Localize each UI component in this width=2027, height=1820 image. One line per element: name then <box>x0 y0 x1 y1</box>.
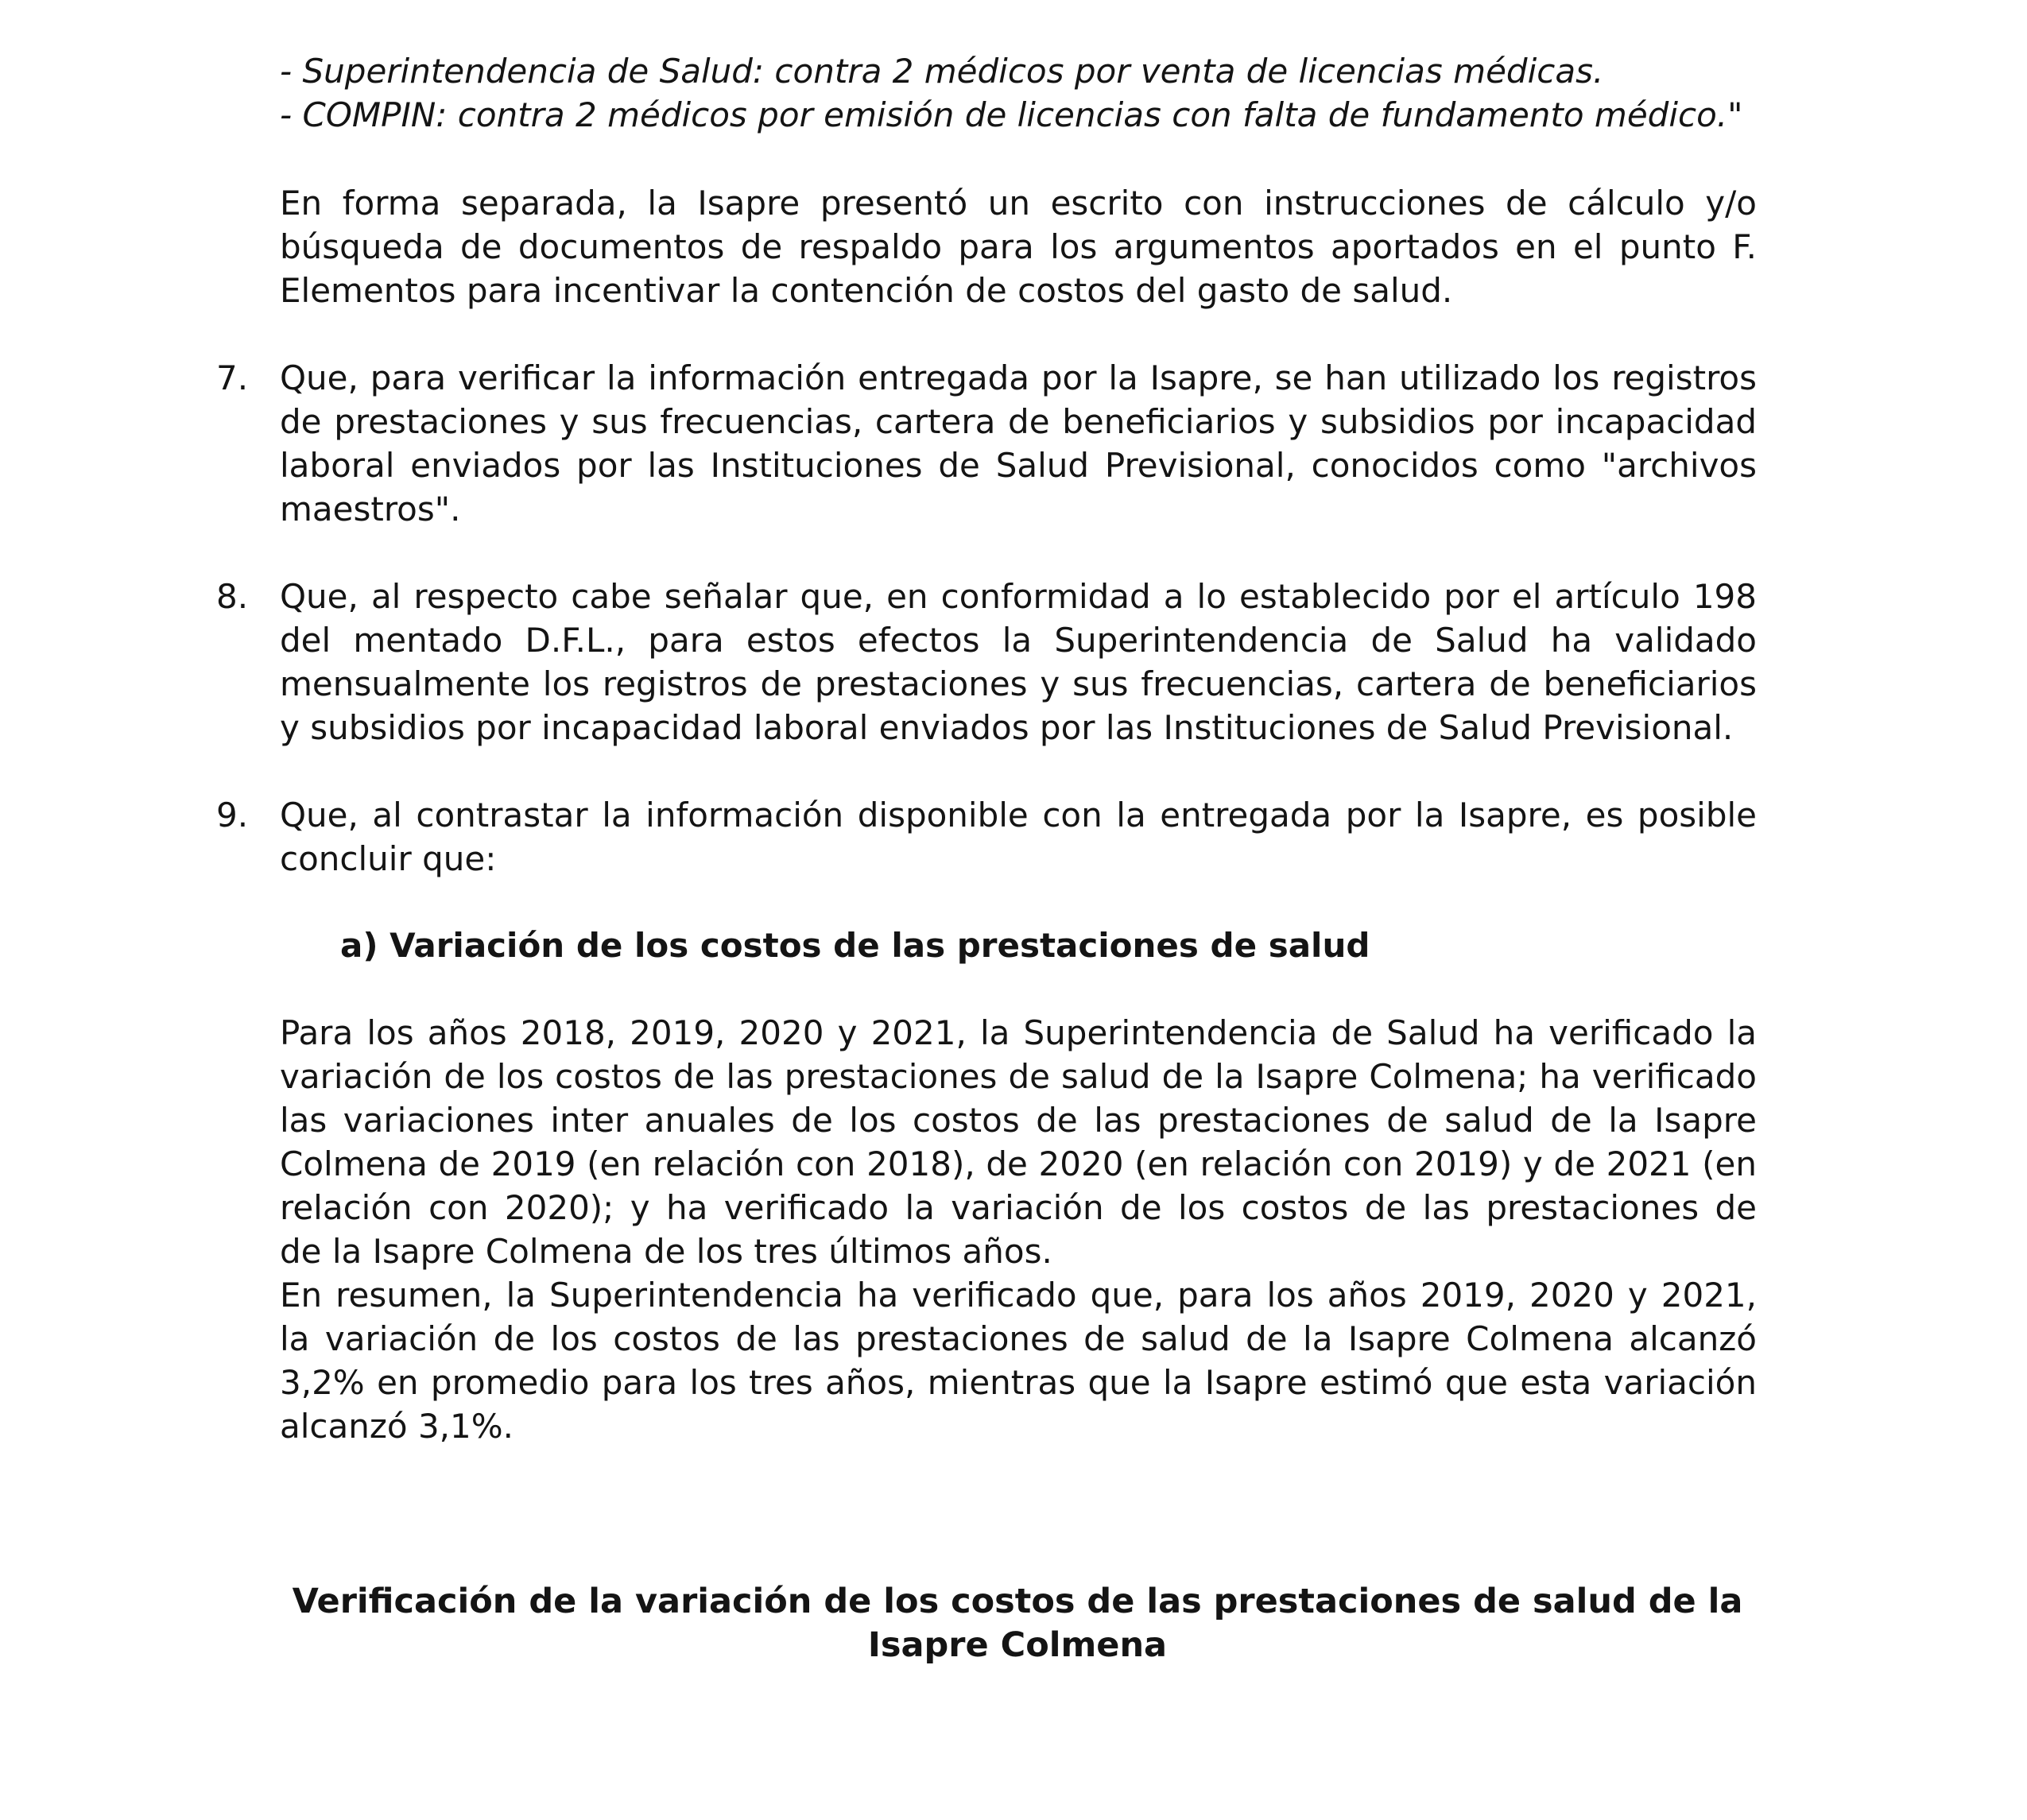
intro-line-1: En forma separada, la Isapre presentó un escrito con instrucciones de cálculo y/o <box>280 184 1757 223</box>
intro-line-3: Elementos para incentivar la contención de costos del gasto de salud. <box>280 271 1453 310</box>
item-9-number: 9. <box>216 796 249 834</box>
item-7-line-2: de prestaciones y sus frecuencias, cartera de beneficiarios y subsidios por incapacidad <box>280 402 1757 441</box>
para-a-line-5: relación con 2020); y ha verificado la variación de los costos de las prestaciones de <box>280 1188 1757 1227</box>
item-7-number: 7. <box>216 358 249 397</box>
item-9-line-2: concluir que: <box>280 839 497 878</box>
intro-line-2: búsqueda de documentos de respaldo para los argumentos aportados en el punto F. <box>280 227 1757 266</box>
table-caption-line-2: Isapre Colmena <box>867 1625 1168 1665</box>
para-a-line-4: Colmena de 2019 (en relación con 2018), de 2020 (en relación con 2019) y de 2021 (en <box>280 1144 1757 1183</box>
quote-line-1: - Superintendencia de Salud: contra 2 médicos por venta de licencias médicas. <box>280 52 1604 91</box>
para-a-line-6: de la Isapre Colmena de los tres últimos años. <box>280 1232 1052 1271</box>
para-b-line-2: la variación de los costos de las prestaciones de salud de la Isapre Colmena alcanzó <box>280 1319 1757 1358</box>
item-8-line-3: mensualmente los registros de prestaciones y sus frecuencias, cartera de beneficiarios <box>280 664 1757 703</box>
para-b-line-3: 3,2% en promedio para los tres años, mientras que la Isapre estimó que esta variación <box>280 1363 1757 1402</box>
item-8-number: 8. <box>216 577 249 616</box>
item-7-line-3: laboral enviados por las Instituciones de Salud Previsional, conocidos como "archivos <box>280 446 1757 485</box>
item-8-line-2: del mentado D.F.L., para estos efectos la Superintendencia de Salud ha validado <box>280 621 1757 660</box>
item-8-line-4: y subsidios por incapacidad laboral enviados por las Instituciones de Salud Previsional. <box>280 708 1734 747</box>
para-a-line-2: variación de los costos de las prestaciones de salud de la Isapre Colmena; ha verificado <box>280 1057 1757 1096</box>
item-7-line-4: maestros". <box>280 490 461 529</box>
item-9-line-1: Que, al contrastar la información disponible con la entregada por la Isapre, es posible <box>280 796 1757 834</box>
para-a-line-3: las variaciones inter anuales de los costos de las prestaciones de salud de la Isapre <box>280 1101 1757 1140</box>
quote-line-2: - COMPIN: contra 2 médicos por emisión de licencias con falta de fundamento médico." <box>280 95 1743 134</box>
para-b-line-4: alcanzó 3,1%. <box>280 1407 514 1446</box>
section-a-heading: a) Variación de los costos de las prestaciones de salud <box>340 926 1370 965</box>
item-8-line-1: Que, al respecto cabe señalar que, en conformidad a lo establecido por el artículo 198 <box>280 577 1757 616</box>
item-7-line-1: Que, para verificar la información entregada por la Isapre, se han utilizado los registros <box>280 358 1757 397</box>
para-b-line-1: En resumen, la Superintendencia ha verificado que, para los años 2019, 2020 y 2021, <box>280 1276 1757 1315</box>
para-a-line-1: Para los años 2018, 2019, 2020 y 2021, la Superintendencia de Salud ha verificado la <box>280 1013 1757 1052</box>
table-caption-line-1: Verificación de la variación de los costos de las prestaciones de salud de la <box>292 1582 1743 1621</box>
